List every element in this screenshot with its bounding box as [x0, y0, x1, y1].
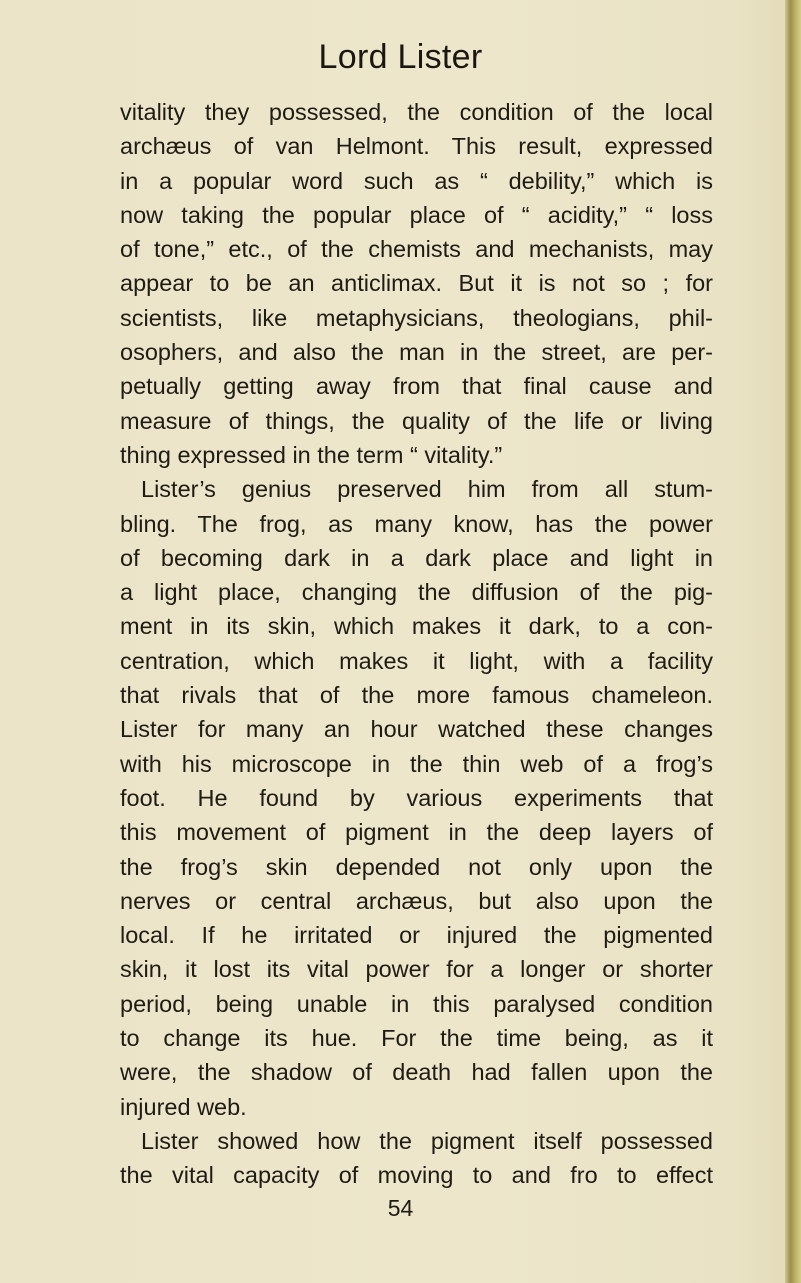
text-line: injured web. — [120, 1093, 247, 1120]
text-line: measure of things, the quality of the life or living — [120, 407, 713, 434]
page-number: 54 — [387, 1194, 414, 1221]
text-line: bling. The frog, as many know, has the power — [120, 510, 713, 537]
text-line: to change its hue. For the time being, as it — [120, 1025, 713, 1052]
text-line: osophers, and also the man in the street, are per- — [120, 339, 713, 366]
text-line: thing expressed in the term “ vitality.” — [120, 441, 503, 468]
text-line: ment in its skin, which makes it dark, to a con- — [120, 613, 713, 640]
running-head: Lord Lister — [318, 38, 483, 76]
text-line: that rivals that of the more famous chameleon. — [120, 682, 713, 709]
text-line: vitality they possessed, the condition of the local — [120, 99, 713, 125]
text-line: were, the shadow of death had fallen upon the — [120, 1059, 713, 1086]
text-line: foot. He found by various experiments that — [120, 784, 713, 811]
text-line: this movement of pigment in the deep layers of — [120, 819, 713, 846]
text-line: the frog’s skin depended not only upon the — [120, 853, 713, 880]
text-line: appear to be an anticlimax. But it is not so ; for — [120, 270, 713, 297]
text-line: scientists, like metaphysicians, theologians, phil- — [120, 304, 713, 331]
text-line: with his microscope in the thin web of a frog’s — [120, 750, 713, 777]
text-line: of becoming dark in a dark place and light in — [120, 544, 713, 571]
text-line: Lister for many an hour watched these changes — [120, 716, 713, 743]
text-line: the vital capacity of moving to and fro to effect — [120, 1162, 713, 1189]
text-line: skin, it lost its vital power for a longer or shorter — [120, 956, 713, 983]
text-line: Lister’s genius preserved him from all stum- — [141, 476, 713, 503]
text-line: now taking the popular place of “ acidity,” “ loss — [120, 201, 713, 228]
body-text — [120, 95, 713, 1193]
text-line: period, being unable in this paralysed condition — [120, 990, 713, 1017]
text-line: local. If he irritated or injured the pigmented — [120, 922, 713, 949]
page-edge — [785, 0, 801, 1283]
text-line: petually getting away from that final cause and — [120, 373, 713, 400]
text-line: a light place, changing the diffusion of the pig- — [120, 579, 713, 606]
text-line: Lister showed how the pigment itself possessed — [141, 1127, 713, 1154]
text-line: in a popular word such as “ debility,” which is — [120, 167, 713, 194]
text-line: centration, which makes it light, with a facility — [120, 647, 713, 674]
text-line: of tone,” etc., of the chemists and mechanists, may — [120, 236, 713, 263]
text-line: nerves or central archæus, but also upon the — [120, 887, 713, 914]
text-line: archæus of van Helmont. This result, expressed — [120, 133, 713, 160]
